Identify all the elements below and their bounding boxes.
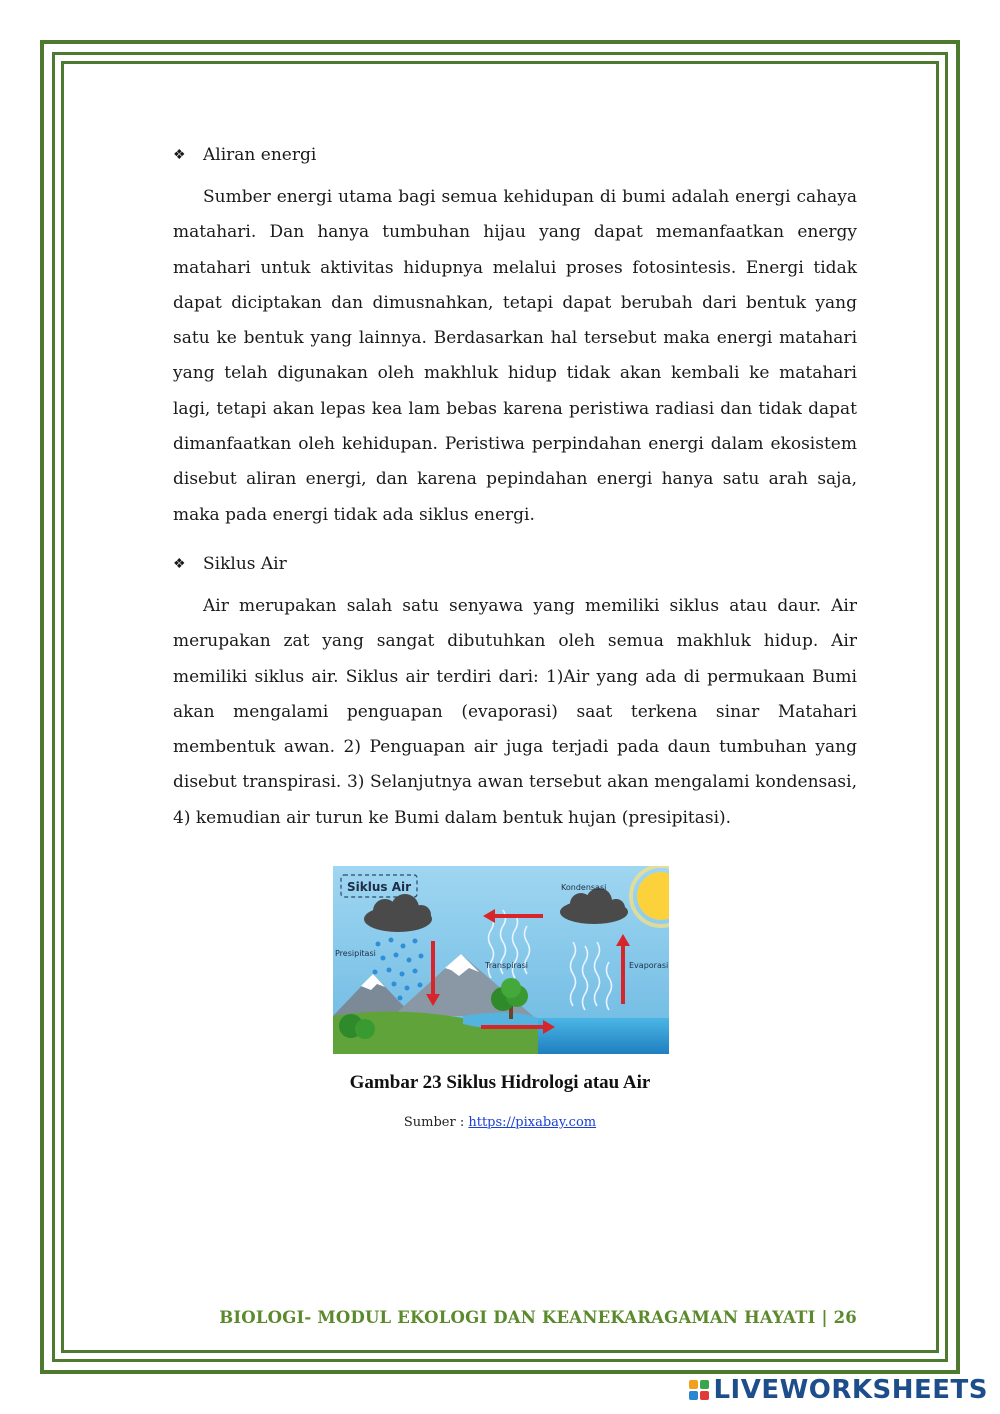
source-link[interactable]: https://pixabay.com xyxy=(468,1115,597,1130)
water-cycle-illustration xyxy=(333,866,669,1054)
section-heading-aliran-energi: ❖ Aliran energi xyxy=(173,138,857,172)
sea xyxy=(538,1018,669,1054)
diamond-bullet-icon: ❖ xyxy=(173,147,186,163)
paragraph-siklus-air: Air merupakan salah satu senyawa yang memiliki siklus atau daur. Air merupakan zat yang sangat dibutuhkan oleh semua makhluk hidup. Air memiliki siklus air. Siklus air terdiri dari: 1)Air yang ada di permukaan Bumi akan mengalami penguapan (evaporasi) saat terkena sinar Matahari membentuk awan. 2) Penguapan air juga terjadi pada daun tumbuhan yang disebut transpirasi. 3) Selanjutnya awan tersebut akan mengalami kondensasi, 4) kemudian air turun ke Bumi dalam bentuk hujan (presipitasi). xyxy=(173,595,857,828)
label-transpirasi: Transpirasi xyxy=(485,961,529,970)
figure-title: Siklus Air xyxy=(346,880,412,894)
liveworksheets-mark-icon xyxy=(689,1380,709,1400)
page-content xyxy=(173,138,857,850)
label-kondensasi: Kondensasi xyxy=(561,883,607,892)
paragraph-aliran-energi: Sumber energi utama bagi semua kehidupan di bumi adalah energi cahaya matahari. Dan hanya tumbuhan hijau yang dapat memanfaatkan energy matahari untuk aktivitas hidupnya melalui proses fotosintesis. Energi tidak dapat diciptakan dan dimusnahkan, tetapi dapat berubah dari bentuk yang satu ke bentuk yang lainnya. Berdasarkan hal tersebut maka energi matahari yang telah digunakan oleh makhluk hidup tidak akan kembali ke matahari lagi, tetapi akan lepas kea lam bebas karena peristiwa radiasi dan tidak dapat dimanfaatkan oleh kehidupan. Peristiwa perpindahan energi dalam ekosistem disebut aliran energi, dan karena pepindahan energi hanya satu arah saja, maka pada energi tidak ada siklus energi. xyxy=(173,187,857,525)
label-evaporasi: Evaporasi xyxy=(629,961,669,970)
liveworksheets-logo: LIVEWORKSHEETS xyxy=(689,1373,988,1407)
page-footer: BIOLOGI- MODUL EKOLOGI DAN KEANEKARAGAMAN HAYATI | 26 xyxy=(219,1308,857,1327)
figure-source: Sumber : https://pixabay.com xyxy=(403,1115,597,1130)
label-presipitasi: Presipitasi xyxy=(335,949,376,958)
section-heading-siklus-air: ❖ Siklus Air xyxy=(173,547,857,581)
diamond-bullet-icon: ❖ xyxy=(173,555,186,572)
figure-caption: Gambar 23 Siklus Hidrologi atau Air xyxy=(349,1072,651,1093)
